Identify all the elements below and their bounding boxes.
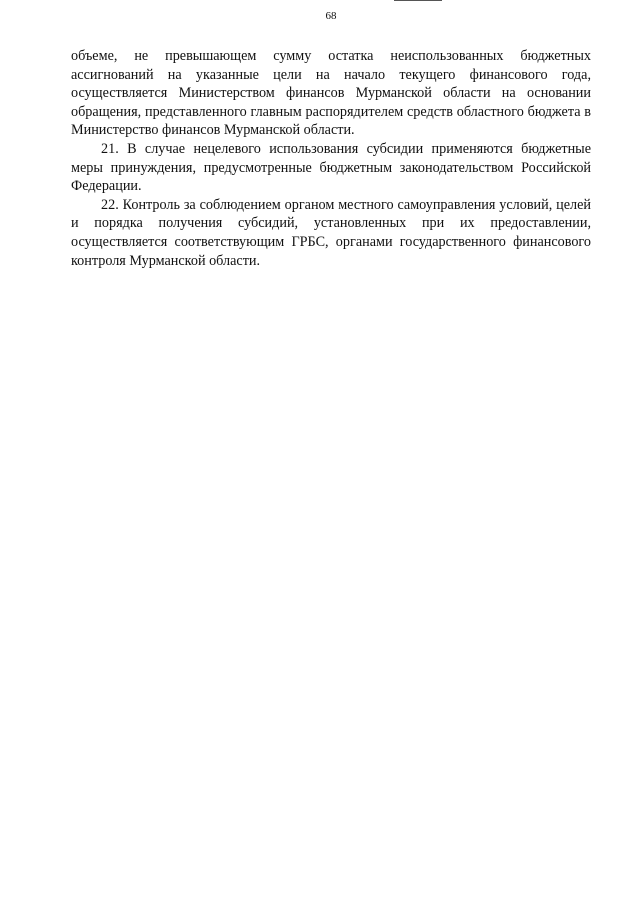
body-text [71, 47, 591, 270]
page-number: 68 [325, 10, 337, 22]
paragraph-continuation: объеме, не превышающем сумму остатка неиспользованных бюджетных ассигнований на указанные цели на начало текущего финансового года, осуществляется Министерством финансов Мурманской области на основании обращения, представленного главным распорядителем средств областного бюджета в Министерство финансов Мурманской области. [71, 48, 591, 139]
paragraph-item-22: 22. Контроль за соблюдением органом местного самоуправления условий, целей и порядка получения субсидий, установленных при их предоставлении, осуществляется соответствующим ГРБС, органами государственного финансового контроля Мурманской области. [71, 196, 591, 269]
paragraph-item-21: 21. В случае нецелевого использования субсидии применяются бюджетные меры принуждения, предусмотренные бюджетным законодательством Российской Федерации. [71, 140, 591, 195]
top-edge-mark [394, 0, 442, 2]
